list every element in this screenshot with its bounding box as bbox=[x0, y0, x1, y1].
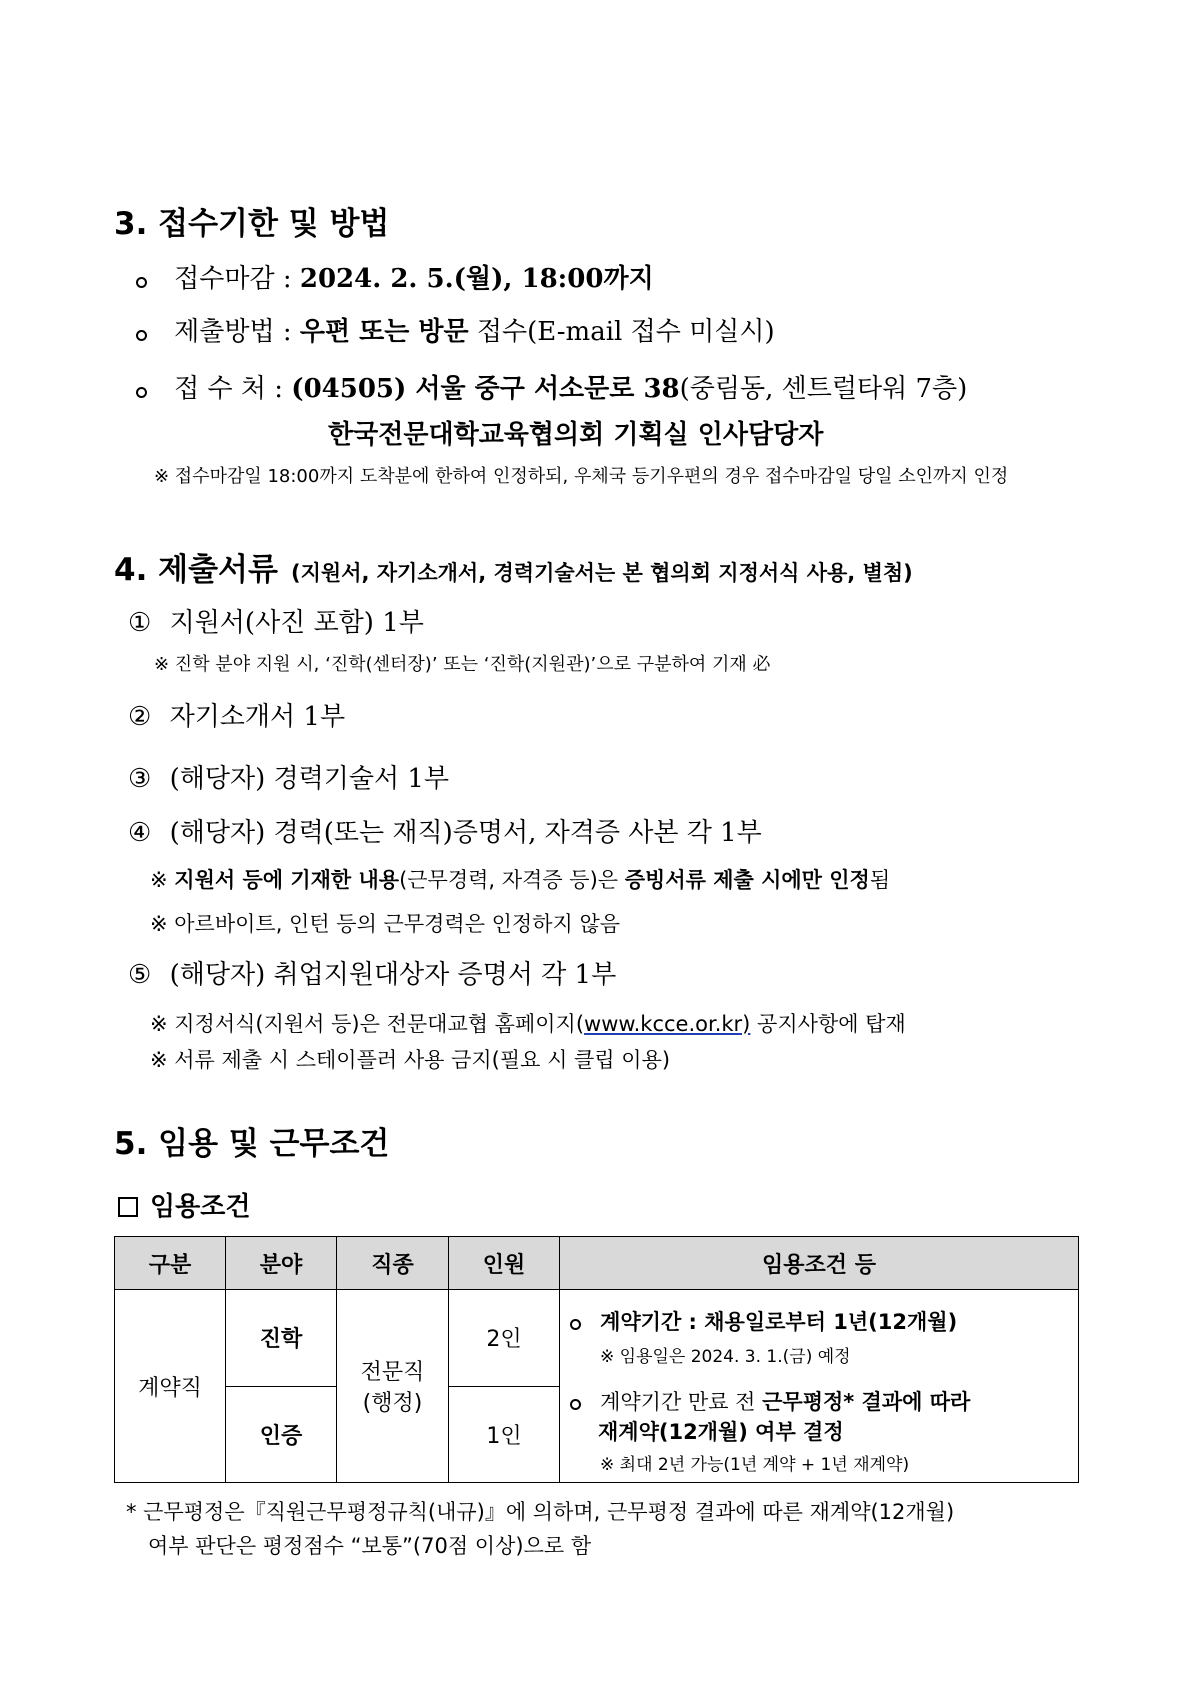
condition-1-note: ※ 임용일은 2024. 3. 1.(금) 예정 bbox=[600, 1347, 851, 1367]
item-text: 자기소개서 1부 bbox=[169, 702, 346, 732]
conditions-cell bbox=[560, 1290, 1079, 1483]
job-cell bbox=[337, 1290, 449, 1483]
note-text: 됨 bbox=[869, 868, 891, 892]
place-recipient: 한국전문대학교육협의회 기획실 인사담당자 bbox=[328, 420, 824, 450]
circle-bullet-icon bbox=[570, 1399, 581, 1410]
note-text: ※ 지정서식(지원서 등)은 전문대교협 홈페이지( bbox=[150, 1012, 585, 1036]
section3-title: 3. 접수기한 및 방법 bbox=[114, 206, 390, 242]
appointment-subtitle bbox=[118, 1186, 250, 1223]
header-conditions: 임용조건 등 bbox=[560, 1237, 1079, 1290]
condition-2-bold: 근무평정* 결과에 따라 bbox=[762, 1390, 971, 1414]
footnote-line-2: 여부 판단은 평정점수 “보통”(70점 이상)으로 함 bbox=[148, 1534, 592, 1558]
job-line: 전문직 bbox=[360, 1360, 425, 1385]
deadline-label: 접수마감 : bbox=[174, 264, 300, 294]
doc-item-5-note-b: ※ 서류 제출 시 스테이플러 사용 금지(필요 시 클립 이용) bbox=[150, 1048, 671, 1072]
condition-2-note: ※ 최대 2년 가능(1년 계약 + 1년 재계약) bbox=[600, 1455, 910, 1475]
place-address-rest: (중림동, 센트럴타워 7층) bbox=[679, 374, 968, 404]
job-line: (행정) bbox=[362, 1391, 423, 1416]
doc-item-3 bbox=[128, 758, 449, 795]
count-cell: 1인 bbox=[449, 1386, 560, 1483]
section5-title: 5. 임용 및 근무조건 bbox=[114, 1126, 390, 1162]
section4-heading bbox=[114, 544, 913, 589]
doc-item-4 bbox=[128, 812, 762, 849]
header-category: 구분 bbox=[115, 1237, 226, 1290]
field-cell: 인증 bbox=[226, 1386, 337, 1483]
header-field: 분야 bbox=[226, 1237, 337, 1290]
note-bold: 증빙서류 제출 시에만 인정 bbox=[624, 868, 870, 892]
subtitle-text: 임용조건 bbox=[150, 1192, 251, 1222]
doc-item-1 bbox=[128, 602, 424, 639]
method-bold: 우편 또는 방문 bbox=[299, 317, 469, 347]
method-label: 제출방법 : bbox=[174, 317, 300, 347]
header-count: 인원 bbox=[449, 1237, 560, 1290]
item-text: (해당자) 취업지원대상자 증명서 각 1부 bbox=[169, 960, 617, 990]
note-text: (근무경력, 자격증 등)은 bbox=[399, 868, 625, 892]
condition-2-line2: 재계약(12개월) 여부 결정 bbox=[598, 1420, 844, 1444]
doc-item-4-note-a bbox=[150, 864, 890, 894]
doc-item-2 bbox=[128, 696, 345, 733]
kcce-homepage-link[interactable]: www.kcce.or.kr) bbox=[584, 1012, 751, 1036]
item-number: ④ bbox=[128, 818, 152, 848]
table-header-row bbox=[115, 1237, 1079, 1290]
place-label: 접 수 처 : bbox=[174, 374, 292, 404]
item-number: ⑤ bbox=[128, 960, 152, 990]
header-job: 직종 bbox=[337, 1237, 449, 1290]
method-rest: 접수(E-mail 접수 미실시) bbox=[468, 317, 775, 347]
section3-note: ※ 접수마감일 18:00까지 도착분에 한하여 인정하되, 우체국 등기우편의 경우 접수마감일 당일 소인까지 인정 bbox=[154, 466, 1009, 487]
doc-item-5-note-a bbox=[150, 1008, 906, 1038]
place-row bbox=[136, 368, 967, 405]
deadline-row bbox=[136, 258, 654, 295]
item-text: (해당자) 경력기술서 1부 bbox=[169, 764, 449, 794]
deadline-value: 2024. 2. 5.(월), 18:00까지 bbox=[299, 264, 654, 294]
field-cell: 진학 bbox=[226, 1290, 337, 1387]
section4-subtitle: (지원서, 자기소개서, 경력기술서는 본 협의회 지정서식 사용, 별첨) bbox=[291, 561, 913, 585]
condition-2-text: 계약기간 만료 전 bbox=[600, 1390, 763, 1414]
circle-bullet-icon bbox=[570, 1319, 581, 1330]
section4-title: 4. 제출서류 bbox=[114, 552, 278, 588]
circle-bullet-icon bbox=[136, 330, 147, 341]
place-address-bold: (04505) 서울 중구 서소문로 38 bbox=[291, 374, 680, 404]
circle-bullet-icon bbox=[136, 277, 147, 288]
doc-item-1-note: ※ 진학 분야 지원 시, ‘진학(센터장)’ 또는 ‘진학(지원관)’으로 구분하여 기재 必 bbox=[154, 654, 771, 675]
item-number: ③ bbox=[128, 764, 152, 794]
item-number: ① bbox=[128, 608, 152, 638]
table-row bbox=[115, 1290, 1079, 1387]
category-cell: 계약직 bbox=[115, 1290, 226, 1483]
doc-item-5 bbox=[128, 954, 616, 991]
item-text: (해당자) 경력(또는 재직)증명서, 자격증 사본 각 1부 bbox=[169, 818, 762, 848]
note-bold: 지원서 등에 기재한 내용 bbox=[174, 868, 400, 892]
circle-bullet-icon bbox=[136, 387, 147, 398]
footnote-line-1: * 근무평정은『직원근무평정규칙(내규)』에 의하며, 근무평정 결과에 따른 재계약(12개월) bbox=[126, 1500, 955, 1524]
item-text: 지원서(사진 포함) 1부 bbox=[169, 608, 424, 638]
doc-item-4-note-b: ※ 아르바이트, 인턴 등의 근무경력은 인정하지 않음 bbox=[150, 912, 621, 936]
condition-2 bbox=[570, 1386, 970, 1416]
note-prefix: ※ bbox=[150, 868, 175, 892]
checkbox-square-icon bbox=[118, 1197, 138, 1217]
count-cell: 2인 bbox=[449, 1290, 560, 1387]
item-number: ② bbox=[128, 702, 152, 732]
condition-1 bbox=[570, 1306, 957, 1336]
method-row bbox=[136, 311, 775, 348]
note-text: 공지사항에 탑재 bbox=[750, 1012, 906, 1036]
condition-1-text: 계약기간 : 채용일로부터 1년(12개월) bbox=[600, 1310, 958, 1334]
appointment-table bbox=[114, 1236, 1079, 1483]
